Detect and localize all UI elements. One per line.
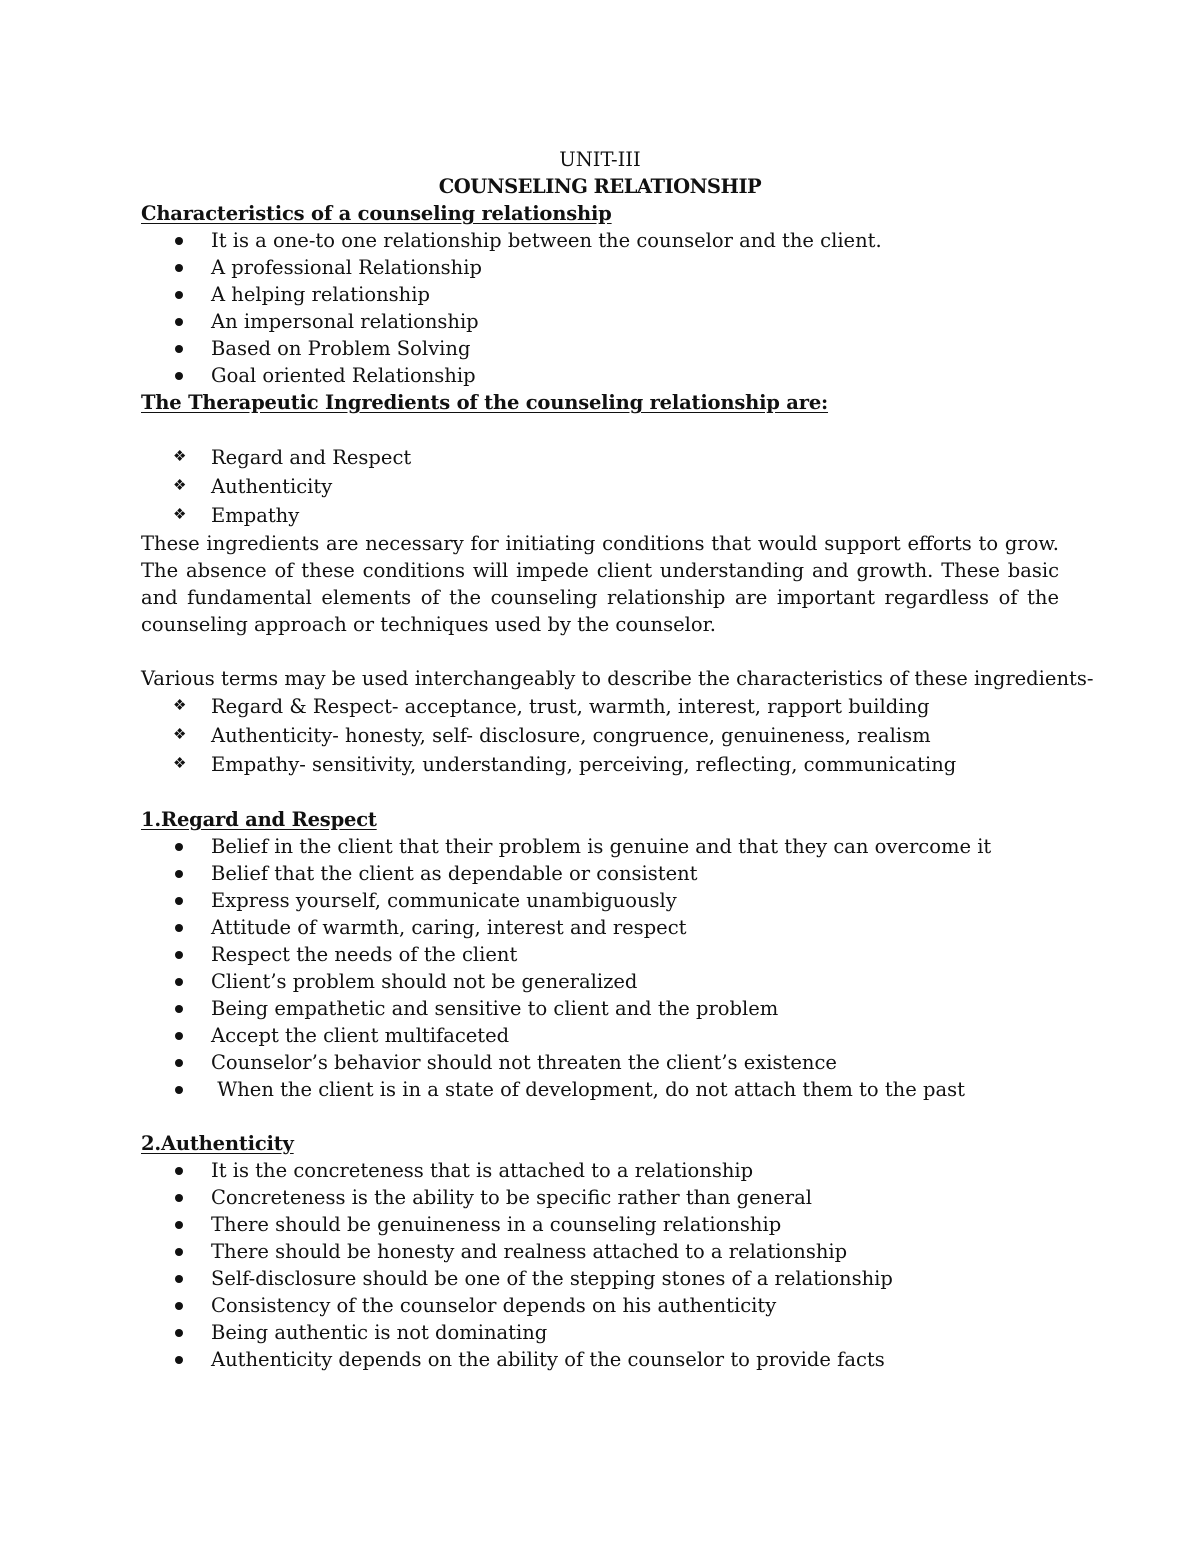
blank-line (141, 1103, 1059, 1130)
list-item: ❖ Empathy- sensitivity, understanding, perceiving, reflecting, communicating (141, 750, 1059, 779)
list-item: It is a one-to one relationship between the counselor and the client. (141, 227, 1059, 254)
bullet-icon (175, 1194, 183, 1202)
bullet-icon (175, 372, 183, 380)
bullet-icon (175, 951, 183, 959)
bullet-icon (175, 1275, 183, 1283)
diamond-bullet-icon: ❖ (173, 447, 187, 465)
blank-line (141, 416, 1059, 443)
list-item: ❖ Regard and Respect (141, 443, 1059, 472)
list-item: ❖ Authenticity- honesty, self- disclosure, congruence, genuineness, realism (141, 721, 1059, 750)
list-item: Belief in the client that their problem is genuine and that they can overcome it (141, 833, 1059, 860)
bullet-icon (175, 1167, 183, 1175)
bullet-icon (175, 1356, 183, 1364)
list-item: An impersonal relationship (141, 308, 1059, 335)
bullet-icon (175, 924, 183, 932)
list-item: Consistency of the counselor depends on his authenticity (141, 1292, 1059, 1319)
bullet-icon (175, 291, 183, 299)
list-item: Accept the client multifaceted (141, 1022, 1059, 1049)
blank-line (141, 638, 1059, 665)
list-item: Being empathetic and sensitive to client and the problem (141, 995, 1059, 1022)
document-title: COUNSELING RELATIONSHIP (438, 175, 762, 198)
list-item: Self-disclosure should be one of the stepping stones of a relationship (141, 1265, 1059, 1292)
ingredients-list (141, 443, 1059, 530)
diamond-bullet-icon: ❖ (173, 696, 187, 714)
list-item: Express yourself, communicate unambiguously (141, 887, 1059, 914)
bullet-icon (175, 345, 183, 353)
bullet-icon (175, 1032, 183, 1040)
diamond-bullet-icon: ❖ (173, 725, 187, 743)
bullet-icon (175, 870, 183, 878)
list-item: It is the concreteness that is attached to a relationship (141, 1157, 1059, 1184)
list-item: A helping relationship (141, 281, 1059, 308)
bullet-icon (175, 897, 183, 905)
ingredients-paragraph: These ingredients are necessary for initiating conditions that would support efforts to grow. The absence of these conditions will impede client understanding and growth. These basic and fundamental elements of the counseling relationship are important regardless of the counseling approach or techniques used by the counselor. (141, 532, 1059, 636)
bullet-icon (175, 1059, 183, 1067)
diamond-bullet-icon: ❖ (173, 754, 187, 772)
bullet-icon (175, 1329, 183, 1337)
list-item: A professional Relationship (141, 254, 1059, 281)
bullet-icon (175, 978, 183, 986)
list-item: Goal oriented Relationship (141, 362, 1059, 389)
diamond-bullet-icon: ❖ (173, 476, 187, 494)
bullet-icon (175, 1005, 183, 1013)
characteristics-list (141, 227, 1059, 389)
bullet-icon (175, 318, 183, 326)
section-heading-characteristics: Characteristics of a counseling relationship (141, 202, 612, 225)
bullet-icon (175, 1221, 183, 1229)
authenticity-list (141, 1157, 1059, 1373)
bullet-icon (175, 1086, 183, 1094)
blank-line (141, 779, 1059, 806)
list-item: Client’s problem should not be generalized (141, 968, 1059, 995)
list-item: ❖ Regard & Respect- acceptance, trust, warmth, interest, rapport building (141, 692, 1059, 721)
list-item: Attitude of warmth, caring, interest and respect (141, 914, 1059, 941)
unit-label: UNIT-III (559, 148, 641, 171)
list-item: Belief that the client as dependable or consistent (141, 860, 1059, 887)
list-item: Concreteness is the ability to be specific rather than general (141, 1184, 1059, 1211)
list-item: There should be honesty and realness attached to a relationship (141, 1238, 1059, 1265)
list-item: Authenticity depends on the ability of the counselor to provide facts (141, 1346, 1059, 1373)
bullet-icon (175, 237, 183, 245)
list-item: There should be genuineness in a counseling relationship (141, 1211, 1059, 1238)
bullet-icon (175, 843, 183, 851)
terms-intro: Various terms may be used interchangeably to describe the characteristics of these ingredients- (141, 667, 1094, 690)
list-item: ❖ Empathy (141, 501, 1059, 530)
list-item: Counselor’s behavior should not threaten the client’s existence (141, 1049, 1059, 1076)
section-heading-ingredients: The Therapeutic Ingredients of the counseling relationship are: (141, 391, 829, 414)
section-heading-regard: 1.Regard and Respect (141, 808, 377, 831)
bullet-icon (175, 1248, 183, 1256)
list-item: Based on Problem Solving (141, 335, 1059, 362)
list-item: Respect the needs of the client (141, 941, 1059, 968)
section-heading-authenticity: 2.Authenticity (141, 1132, 294, 1155)
list-item: When the client is in a state of development, do not attach them to the past (141, 1076, 1059, 1103)
list-item: Being authentic is not dominating (141, 1319, 1059, 1346)
document-page (141, 146, 1094, 1373)
bullet-icon (175, 264, 183, 272)
bullet-icon (175, 1302, 183, 1310)
list-item: ❖ Authenticity (141, 472, 1059, 501)
terms-list (141, 692, 1059, 779)
diamond-bullet-icon: ❖ (173, 505, 187, 523)
regard-list (141, 833, 1059, 1103)
